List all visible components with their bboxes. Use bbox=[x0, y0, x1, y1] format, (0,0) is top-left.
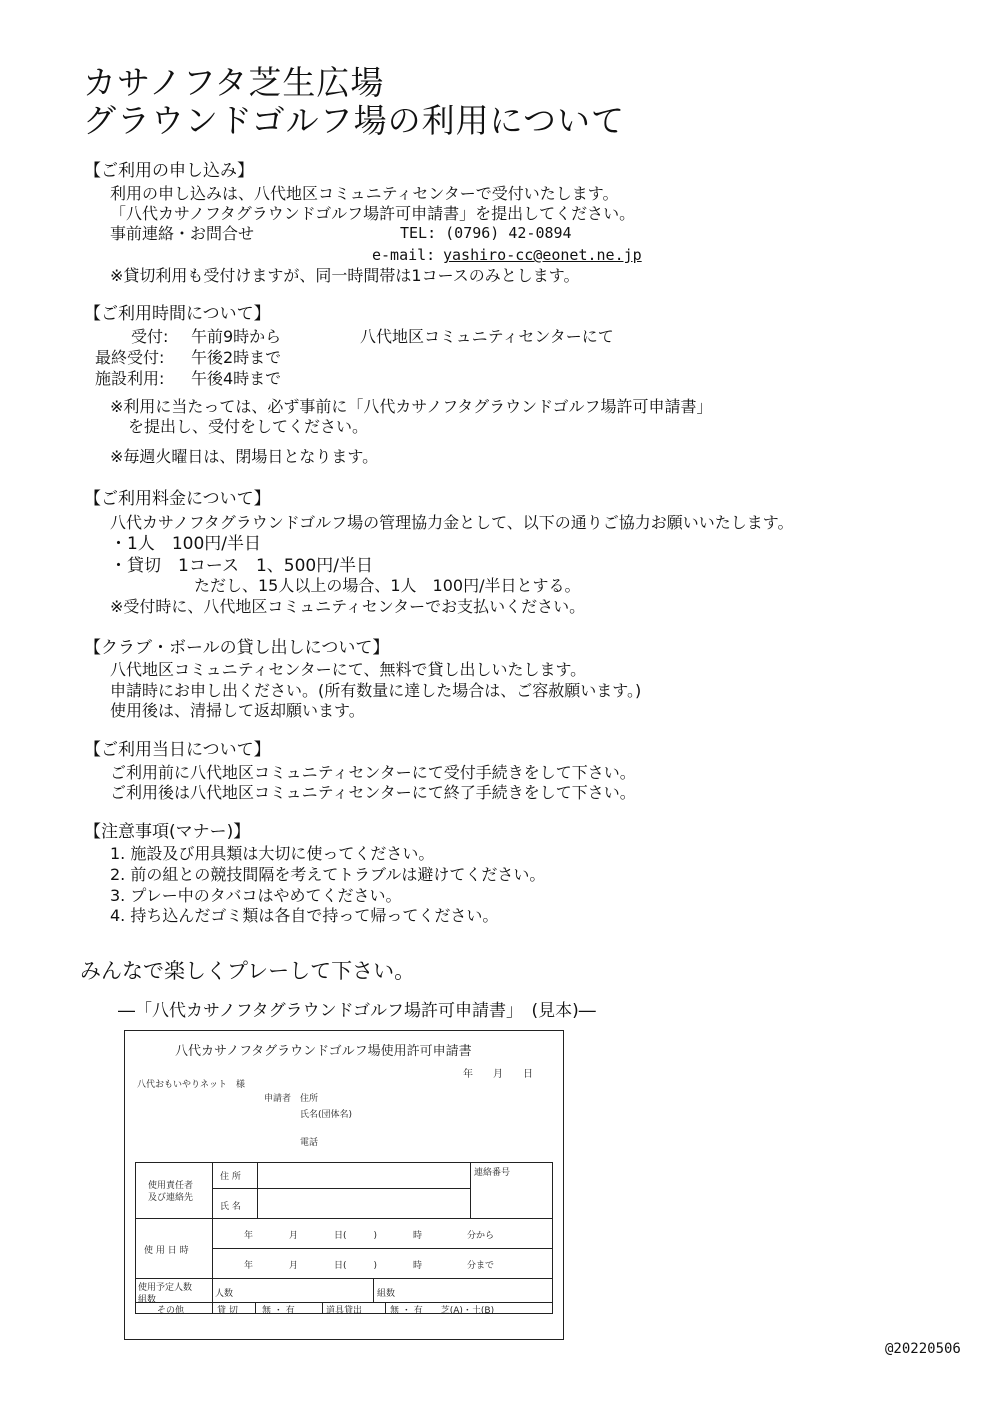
facility-use-value: 午後4時まで bbox=[191, 369, 282, 388]
rental-line2: 申請時にお申し出ください。(所有数量に達した場合は、ご容赦願います。) bbox=[110, 681, 642, 700]
sample-form-equipment: 道具貸出 bbox=[326, 1306, 363, 1316]
sample-form-equipment-opt: 無 ・ 有 芝(A)・土(B) bbox=[390, 1306, 495, 1316]
sample-form-people-label1: 使用予定人数 bbox=[138, 1283, 193, 1293]
sample-form-responsible-label1: 使用責任者 bbox=[148, 1181, 194, 1191]
sample-form-addressee: 八代おもいやりネット 様 bbox=[137, 1080, 246, 1090]
rental-line3: 使用後は、清掃して返却願います。 bbox=[110, 701, 365, 720]
date-stamp: @20220506 bbox=[885, 1341, 961, 1357]
slogan: みんなで楽しくプレーして下さい。 bbox=[80, 959, 416, 983]
fees-heading: 【ご利用料金について】 bbox=[84, 489, 271, 509]
hours-note1b: を提出し、受付をしてください。 bbox=[128, 417, 369, 436]
sample-form-address-label: 住所 bbox=[300, 1094, 319, 1104]
reception-place: 八代地区コミュニティセンターにて bbox=[360, 327, 614, 346]
hours-note1a: ※利用に当たっては、必ず事前に「八代カサノフタグラウンドゴルフ場許可申請書」 bbox=[110, 397, 713, 416]
sample-form-usage-date: 使 用 日 時 bbox=[144, 1246, 189, 1256]
manner-item: 4. 持ち込んだゴミ類は各自で持って帰ってください。 bbox=[110, 906, 499, 925]
fee-item-charter: ・貸切 1コース 1、500円/半日 bbox=[110, 556, 373, 576]
reception-label: 受付: bbox=[131, 327, 169, 346]
sample-form-people-label2: 組数 bbox=[138, 1295, 157, 1305]
page-title-line1: カサノフタ芝生広場 bbox=[83, 63, 385, 102]
application-heading: 【ご利用の申し込み】 bbox=[84, 161, 254, 181]
sample-form-title: 八代カサノフタグラウンドゴルフ場使用許可申請書 bbox=[175, 1044, 472, 1059]
application-note: ※貸切利用も受付けますが、同一時間帯は1コースのみとします。 bbox=[110, 266, 580, 285]
reception-value: 午前9時から bbox=[191, 327, 282, 346]
rental-heading: 【クラブ・ボールの貸し出しについて】 bbox=[84, 638, 390, 658]
day-of-use-heading: 【ご利用当日について】 bbox=[84, 740, 271, 760]
fees-note: ※受付時に、八代地区コミュニティセンターでお支払いください。 bbox=[110, 597, 586, 616]
sample-form-name-label: 氏名(団体名) bbox=[300, 1110, 353, 1120]
manners-heading: 【注意事項(マナー)】 bbox=[84, 822, 251, 842]
hours-heading: 【ご利用時間について】 bbox=[84, 304, 271, 324]
sample-form-people: 人数 bbox=[215, 1289, 234, 1299]
sample-form-row-to: 年 月 日( ) 時 分まで bbox=[244, 1261, 495, 1271]
contact-tel: TEL: (0796) 42-0894 bbox=[400, 224, 572, 242]
rental-line1: 八代地区コミュニティセンターにて、無料で貸し出しいたします。 bbox=[110, 660, 587, 679]
fees-intro: 八代カサノフタグラウンドゴルフ場の管理協力金として、以下の通りご協力お願いいたします。 bbox=[110, 513, 794, 532]
hours-note2: ※毎週火曜日は、閉場日となります。 bbox=[110, 447, 379, 466]
email-label: e-mail: bbox=[372, 246, 436, 264]
sample-form-addr-short: 住 所 bbox=[220, 1172, 241, 1182]
day-of-use-line2: ご利用後は八代地区コミュニティセンターにて終了手続きをして下さい。 bbox=[110, 783, 636, 802]
sample-form-name-short: 氏 名 bbox=[220, 1202, 241, 1212]
sample-form-applicant-label: 申請者 bbox=[264, 1094, 292, 1104]
page-title-line2: グラウンドゴルフ場の利用について bbox=[83, 101, 626, 140]
facility-use-label: 施設利用: bbox=[95, 369, 165, 388]
sample-form-charter-opt: 無 ・ 有 bbox=[262, 1306, 295, 1316]
sample-caption: ―「八代カサノフタグラウンドゴルフ場許可申請書」 (見本)― bbox=[118, 1001, 596, 1021]
application-line2: 「八代カサノフタグラウンドゴルフ場許可申請書」を提出してください。 bbox=[110, 204, 636, 223]
sample-form-groups: 組数 bbox=[377, 1289, 396, 1299]
contact-label: 事前連絡・お問合せ bbox=[110, 224, 255, 243]
manner-item: 1. 施設及び用具類は大切に使ってください。 bbox=[110, 844, 435, 863]
fee-item-charter-note: ただし、15人以上の場合、1人 100円/半日とする。 bbox=[194, 576, 581, 595]
sample-form-contact-no: 連絡番号 bbox=[474, 1168, 511, 1178]
sample-form-charter: 貸 切 bbox=[217, 1306, 238, 1316]
last-reception-value: 午後2時まで bbox=[191, 348, 282, 367]
last-reception-label: 最終受付: bbox=[95, 348, 165, 367]
manner-item: 2. 前の組との競技間隔を考えてトラブルは避けてください。 bbox=[110, 865, 546, 884]
application-line1: 利用の申し込みは、八代地区コミュニティセンターで受付いたします。 bbox=[110, 184, 619, 203]
manner-item: 3. プレー中のタバコはやめてください。 bbox=[110, 886, 402, 905]
day-of-use-line1: ご利用前に八代地区コミュニティセンターにて受付手続きをして下さい。 bbox=[110, 763, 636, 782]
email-link[interactable]: yashiro-cc@eonet.ne.jp bbox=[443, 246, 642, 264]
fee-item-individual: ・1人 100円/半日 bbox=[110, 534, 261, 554]
sample-form-row-from: 年 月 日( ) 時 分から bbox=[244, 1231, 495, 1241]
sample-form-responsible-label2: 及び連絡先 bbox=[148, 1193, 194, 1203]
sample-form-date: 年 月 日 bbox=[463, 1069, 533, 1080]
sample-form-phone-label: 電話 bbox=[300, 1138, 319, 1148]
sample-form-other: その他 bbox=[157, 1306, 185, 1316]
